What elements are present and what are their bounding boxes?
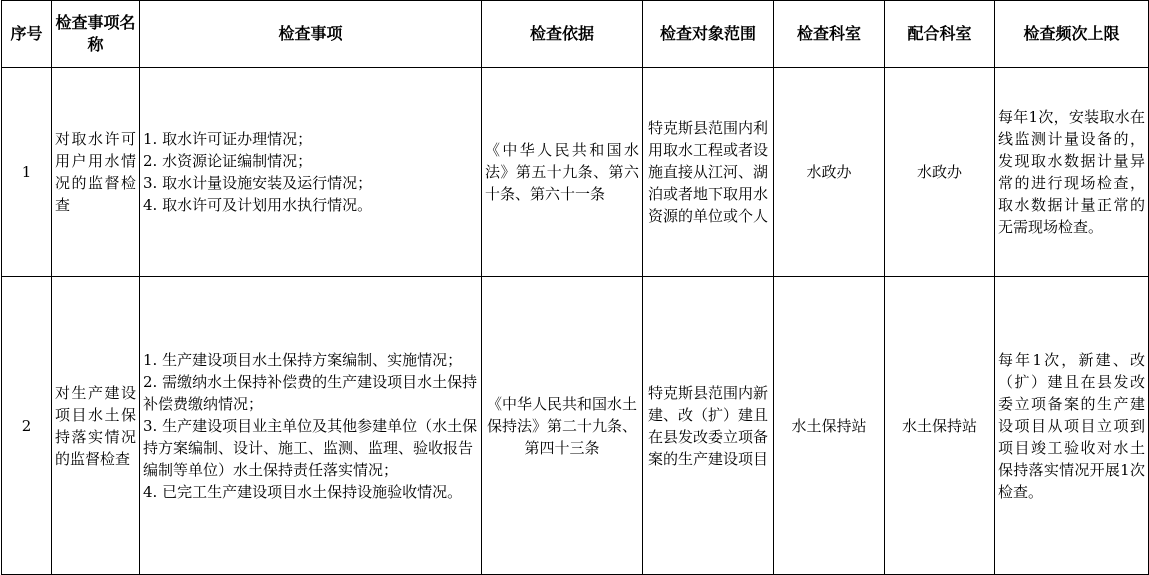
header-cooperating: 配合科室 xyxy=(885,1,995,68)
header-basis: 检查依据 xyxy=(482,1,643,68)
cell-cooperating: 水政办 xyxy=(885,68,995,277)
header-item-name: 检查事项名称 xyxy=(52,1,140,68)
cell-basis: 《中华人民共和国水法》第五十九条、第六十条、第六十一条 xyxy=(482,68,643,277)
item-line: 4. 取水许可及计划用水执行情况。 xyxy=(143,196,373,214)
cell-department: 水土保持站 xyxy=(774,277,885,575)
cell-index: 2 xyxy=(2,277,52,575)
cell-frequency: 每年1次，安装取水在线监测计量设备的，发现取水数据计量异常的进行现场检查，取水数据计量正常的无需现场检查。 xyxy=(995,68,1149,277)
item-line: 1. 生产建设项目水土保持方案编制、实施情况； xyxy=(143,350,463,369)
header-scope: 检查对象范围 xyxy=(643,1,774,68)
cell-items xyxy=(140,68,482,277)
cell-item-name: 对生产建设项目水土保持落实情况的监督检查 xyxy=(52,277,140,575)
header-row xyxy=(2,1,1149,68)
item-line: 4. 已完工生产建设项目水土保持设施验收情况。 xyxy=(143,482,463,501)
cell-department: 水政办 xyxy=(774,68,885,277)
cell-items xyxy=(140,277,482,575)
cell-cooperating: 水土保持站 xyxy=(885,277,995,575)
inspection-table xyxy=(1,0,1149,575)
header-department: 检查科室 xyxy=(774,1,885,68)
cell-frequency: 每年1次，新建、改（扩）建且在县发改委立项备案的生产建设项目从项目立项到项目竣工验收对水土保持落实情况开展1次检查。 xyxy=(995,277,1149,575)
item-line: 2. 水资源论证编制情况； xyxy=(143,152,313,170)
cell-scope: 特克斯县范围内利用取水工程或者设施直接从江河、湖泊或者地下取用水资源的单位或个人 xyxy=(643,68,774,277)
cell-index: 1 xyxy=(2,68,52,277)
cell-basis: 《中华人民共和国水土保持法》第二十九条、第四十三条 xyxy=(482,277,643,575)
cell-item-name: 对取水许可用户用水情况的监督检查 xyxy=(52,68,140,277)
table-row xyxy=(2,277,1149,575)
cell-scope: 特克斯县范围内新建、改（扩）建且在县发改委立项备案的生产建设项目 xyxy=(643,277,774,575)
header-items: 检查事项 xyxy=(140,1,482,68)
header-frequency: 检查频次上限 xyxy=(995,1,1149,68)
item-line: 3. 生产建设项目业主单位及其他参建单位（水土保持方案编制、设计、施工、监测、监理、验收报告编制等单位）水土保持责任落实情况； xyxy=(143,416,478,479)
item-line: 2. 需缴纳水土保持补偿费的生产建设项目水土保持补偿费缴纳情况； xyxy=(143,372,478,413)
header-index: 序号 xyxy=(2,1,52,68)
table-row xyxy=(2,68,1149,277)
item-line: 3. 取水计量设施安装及运行情况； xyxy=(143,174,373,192)
item-line: 1. 取水许可证办理情况； xyxy=(143,130,313,148)
